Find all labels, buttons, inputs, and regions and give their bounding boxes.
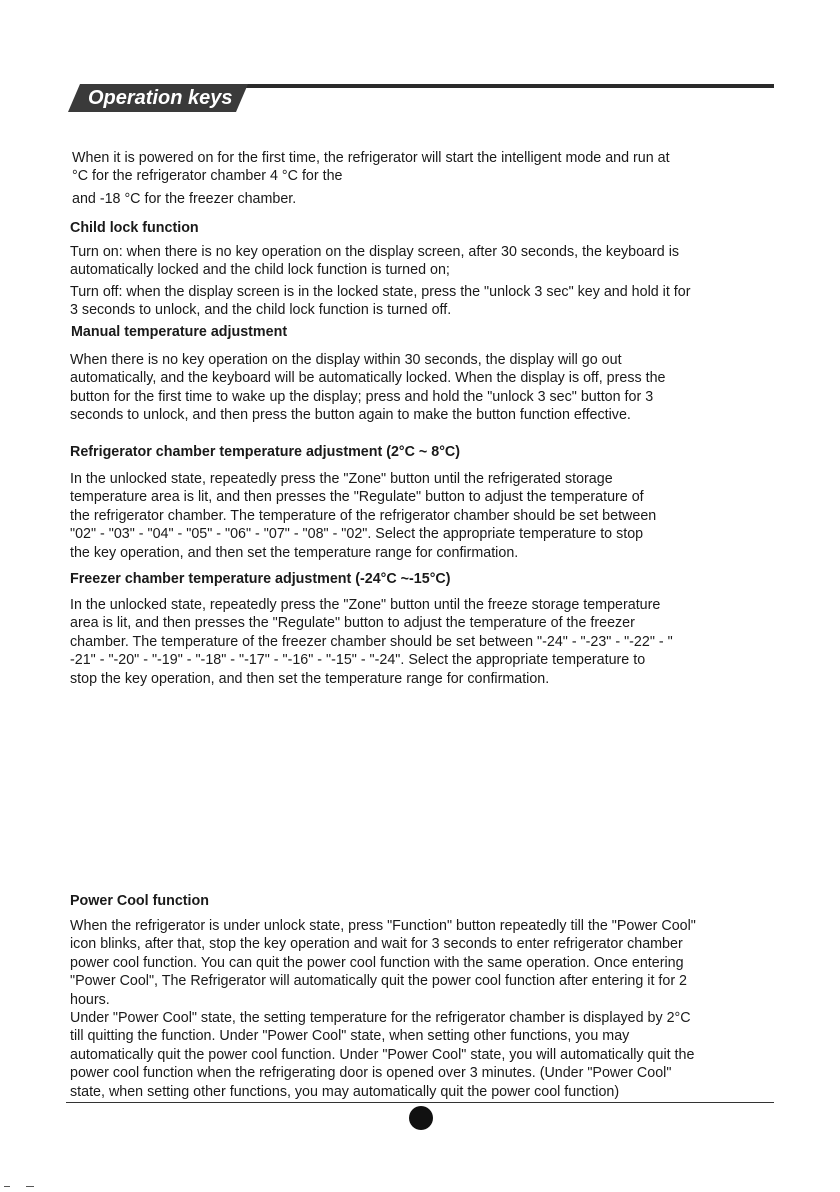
- text-line: 3 seconds to unlock, and the child lock function is turned off.: [70, 302, 452, 319]
- text-line: automatically locked and the child lock function is turned on;: [70, 262, 450, 279]
- section-title: Operation keys: [88, 87, 233, 109]
- intro-paragraph: [72, 149, 792, 208]
- text-line: automatically quit the power cool function. Under "Power Cool" state, you will automatically quit the: [70, 1046, 695, 1063]
- power-cool-text: [70, 917, 790, 1101]
- child-lock-heading: Child lock function: [70, 220, 199, 236]
- freezer-heading: Freezer chamber temperature adjustment (-24°C ~-15°C): [70, 571, 451, 587]
- text-line: till quitting the function. Under "Power Cool" state, when setting other functions, you may: [70, 1028, 630, 1045]
- child-lock-text: [70, 243, 790, 320]
- refrigerator-text: [70, 470, 790, 562]
- text-line: When there is no key operation on the display within 30 seconds, the display will go out: [70, 352, 622, 368]
- text-line: button for the first time to wake up the display; press and hold the "unlock 3 sec" button for 3: [70, 388, 654, 405]
- page-number-dot: [409, 1106, 433, 1130]
- text-line: "02" - "03" - "04" - "05" - "06" - "07" - "08" - "02". Select the appropriate temperature to stop: [70, 526, 644, 543]
- text-line: In the unlocked state, repeatedly press the "Zone" button until the freeze storage temperature: [70, 597, 661, 613]
- text-line: icon blinks, after that, stop the key operation and wait for 3 seconds to enter refrigerator chamber: [70, 936, 683, 953]
- text-line: When it is powered on for the first time, the refrigerator will start the intelligent mode and run at: [72, 150, 670, 166]
- text-line: stop the key operation, and then set the temperature range for confirmation.: [70, 670, 550, 687]
- text-line: When the refrigerator is under unlock state, press "Function" button repeatedly till the "Power Cool": [70, 918, 696, 934]
- refrigerator-heading: Refrigerator chamber temperature adjustment (2°C ~ 8°C): [70, 444, 461, 460]
- power-cool-heading: Power Cool function: [70, 893, 209, 909]
- text-line: Turn off: when the display screen is in the locked state, press the "unlock 3 sec" key and hold it for: [70, 283, 691, 300]
- manual-text: [70, 351, 790, 425]
- text-line: automatically, and the keyboard will be automatically locked. When the display is off, press the: [70, 370, 666, 387]
- text-line: °C for the refrigerator chamber 4 °C for the: [72, 168, 343, 185]
- text-line: the refrigerator chamber. The temperature of the refrigerator chamber should be set between: [70, 507, 657, 524]
- text-line: power cool function. You can quit the power cool function with the same operation. Once entering: [70, 954, 684, 971]
- text-line: Under "Power Cool" state, the setting temperature for the refrigerator chamber is displayed by 2°C: [70, 1010, 691, 1027]
- text-line: Turn on: when there is no key operation on the display screen, after 30 seconds, the keyboard is: [70, 244, 680, 260]
- text-line: "Power Cool", The Refrigerator will automatically quit the power cool function after entering it for 2: [70, 973, 688, 990]
- text-line: chamber. The temperature of the freezer chamber should be set between "-24" - "-23" - "-22" - ": [70, 633, 673, 650]
- text-line: and -18 °C for the freezer chamber.: [72, 190, 297, 207]
- text-line: temperature area is lit, and then presses the "Regulate" button to adjust the temperature of: [70, 489, 644, 506]
- text-line: the key operation, and then set the temperature range for confirmation.: [70, 544, 519, 561]
- text-line: area is lit, and then presses the "Regulate" button to adjust the temperature of the freezer: [70, 615, 635, 632]
- manual-heading: Manual temperature adjustment: [71, 324, 288, 340]
- header-rule: [238, 84, 774, 88]
- footer-rule: [66, 1102, 774, 1103]
- text-line: In the unlocked state, repeatedly press the "Zone" button until the refrigerated storage: [70, 471, 613, 487]
- text-line: hours.: [70, 991, 110, 1008]
- freezer-text: [70, 596, 790, 688]
- crop-marks: [0, 1186, 40, 1188]
- text-line: power cool function when the refrigerating door is opened over 3 minutes. (Under "Power Cool": [70, 1065, 672, 1082]
- text-line: seconds to unlock, and then press the button again to make the button function effective.: [70, 407, 631, 424]
- text-line: state, when setting other functions, you may automatically quit the power cool function): [70, 1083, 620, 1100]
- text-line: -21" - "-20" - "-19" - "-18" - "-17" - "-16" - "-15" - "-24". Select the appropriate temperature to: [70, 652, 646, 669]
